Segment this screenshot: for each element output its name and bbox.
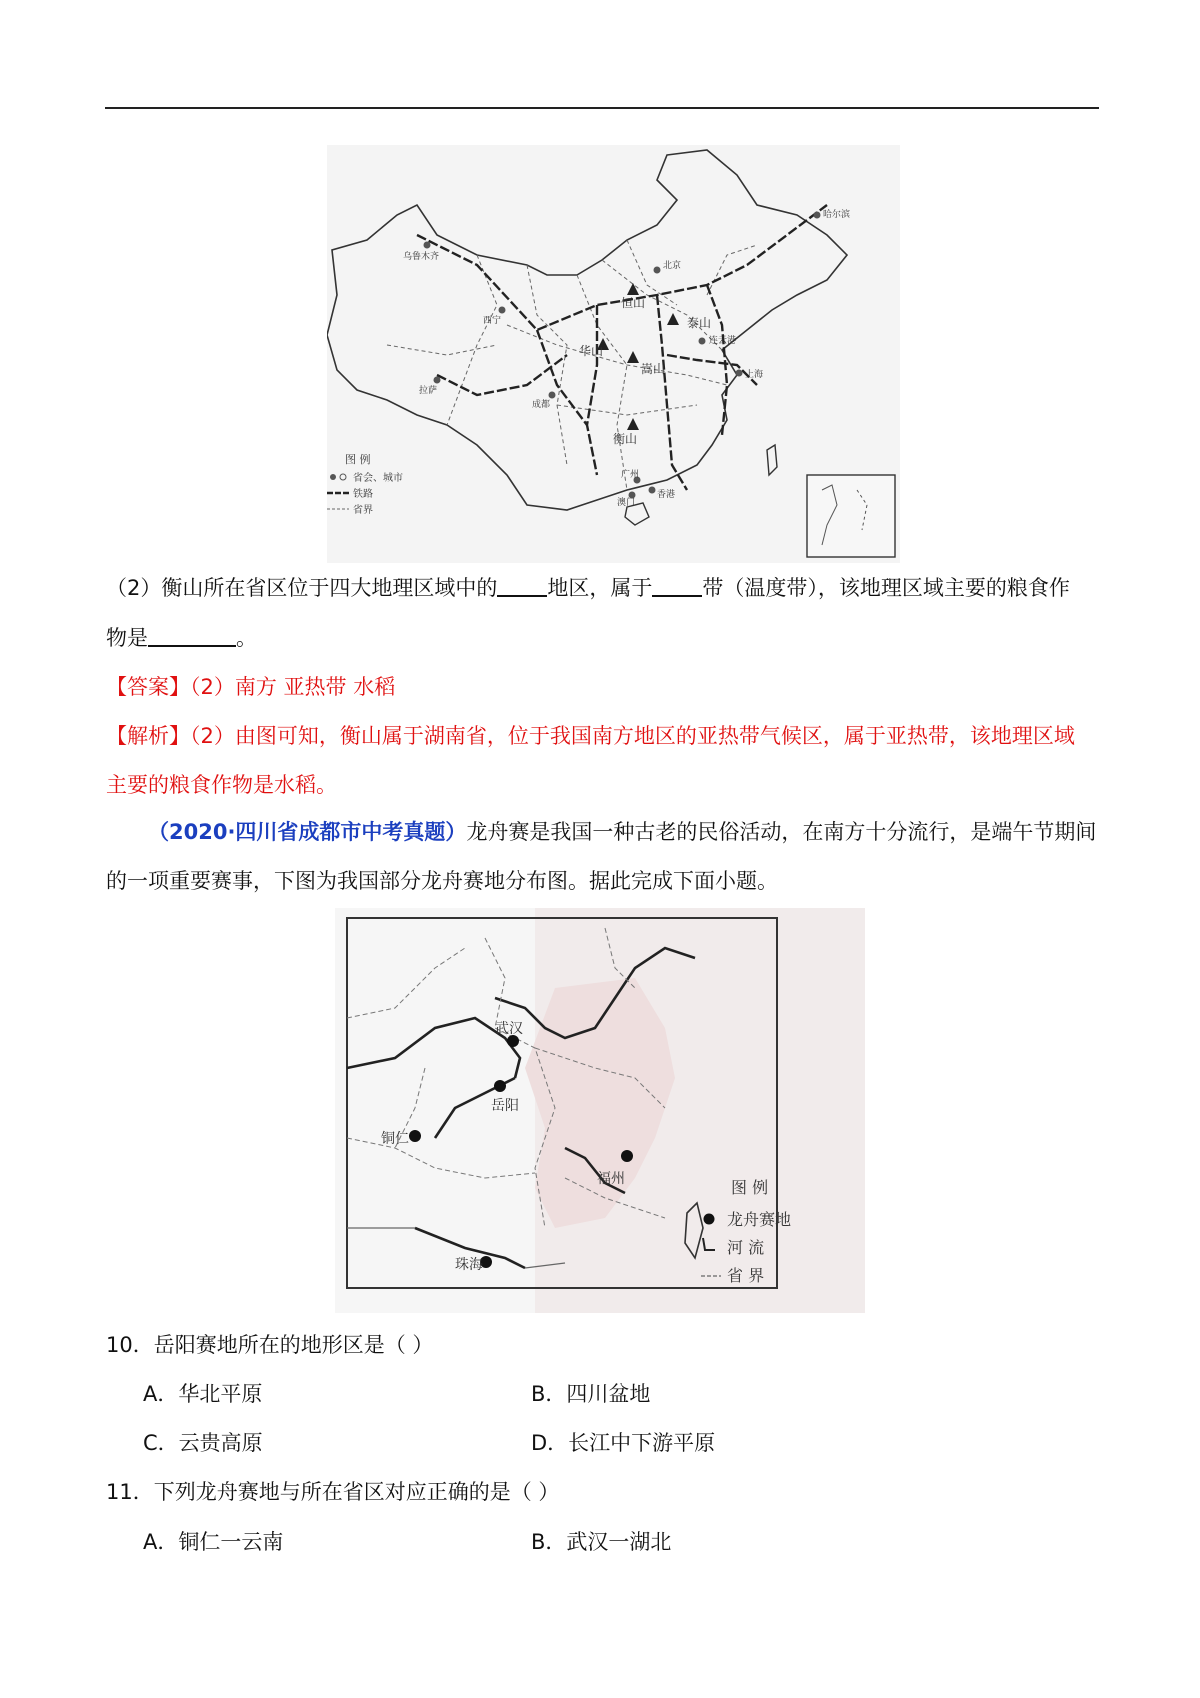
mountain-label: 恒山 [620, 296, 646, 310]
question-10-stem: 10．岳阳赛地所在的地形区是（ ） [106, 1333, 434, 1357]
source-tag: （2020·四川省成都市中考真题） [148, 820, 467, 844]
place-label: 岳阳 [491, 1098, 519, 1114]
analysis-text-1: （2）由图可知，衡山属于湖南省，位于我国南方地区的亚热带气候区，属于亚热带，该地理区域 [190, 724, 1075, 748]
dragon-boat-map [335, 908, 865, 1313]
legend-item: 铁路 [353, 489, 373, 500]
place-label: 珠海 [455, 1257, 483, 1273]
china-map [327, 145, 900, 563]
option-10-c[interactable]: C．云贵高原 [143, 1431, 263, 1455]
city-label: 成都 [532, 400, 551, 410]
city-label: 拉萨 [419, 386, 438, 396]
analysis-line-1 [106, 722, 1075, 750]
mountain-label: 嵩山 [641, 362, 666, 376]
city-label: 西宁 [483, 316, 502, 326]
analysis-line-2: 主要的粮食作物是水稻。 [106, 773, 337, 797]
answer-line [106, 673, 395, 701]
city-label: 乌鲁木齐 [403, 252, 440, 262]
legend-item: 河 流 [727, 1238, 765, 1257]
city-label: 哈尔滨 [823, 210, 851, 220]
mountain-label: 衡山 [613, 432, 638, 446]
intro-text-1: 龙舟赛是我国一种古老的民俗活动，在南方十分流行，是端午节期间 [466, 820, 1097, 844]
analysis-label: 【解析】 [106, 724, 190, 748]
place-label: 武汉 [495, 1021, 523, 1037]
option-10-d[interactable]: D．长江中下游平原 [531, 1431, 716, 1455]
q2-text-e: 。 [236, 626, 257, 650]
intro-line-2: 的一项重要赛事，下图为我国部分龙舟赛地分布图。据此完成下面小题。 [106, 869, 778, 893]
place-label: 铜仁 [381, 1131, 409, 1147]
answer-text: （2）南方 亚热带 水稻 [190, 675, 396, 699]
answer-label: 【答案】 [106, 675, 190, 699]
header-rule [105, 107, 1099, 109]
legend-title: 图 例 [731, 1178, 769, 1197]
answer-blank [497, 575, 547, 597]
q2-text-b: 地区，属于 [547, 576, 653, 600]
q2-text-c: 带（温度带），该地理区域主要的粮食作 [702, 576, 1070, 600]
answer-blank [652, 575, 702, 597]
city-label: 上海 [745, 370, 764, 380]
city-label: 连云港 [709, 336, 737, 346]
legend-item: 省界 [353, 505, 373, 516]
city-label: 香港 [657, 490, 676, 500]
legend-title: 图 例 [345, 453, 371, 466]
question-2-line-1 [106, 574, 1070, 602]
q2-text-a: （2）衡山所在省区位于四大地理区域中的 [106, 576, 498, 600]
option-10-a[interactable]: A．华北平原 [143, 1382, 263, 1406]
answer-blank [148, 625, 236, 647]
intro-line-1 [148, 818, 1096, 846]
option-10-b[interactable]: B．四川盆地 [531, 1382, 651, 1406]
legend-item: 龙舟赛地 [727, 1210, 792, 1229]
city-label: 北京 [663, 261, 682, 271]
mountain-label: 华山 [579, 344, 604, 358]
q2-text-d: 物是 [106, 626, 148, 650]
option-11-a[interactable]: A．铜仁一云南 [143, 1530, 284, 1554]
question-11-stem: 11．下列龙舟赛地与所在省区对应正确的是（ ） [106, 1480, 560, 1504]
legend-item: 省 界 [727, 1266, 765, 1285]
question-2-line-2 [106, 624, 257, 652]
option-11-b[interactable]: B．武汉一湖北 [531, 1530, 672, 1554]
mountain-label: 泰山 [687, 316, 712, 330]
legend-item: 省会、城市 [353, 473, 403, 484]
city-label: 广州 [621, 470, 640, 480]
south-china-sea-inset [807, 475, 895, 557]
place-label: 福州 [597, 1171, 625, 1187]
city-label: 澳门 [617, 498, 636, 508]
